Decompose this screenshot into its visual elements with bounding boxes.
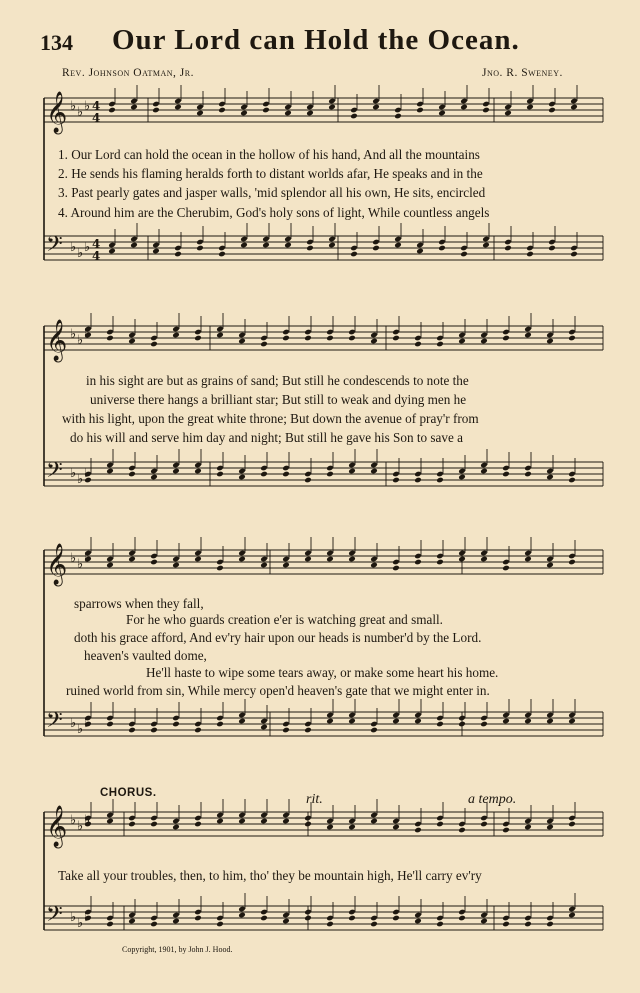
notehead [282, 335, 290, 342]
flat-icon: ♭ [84, 813, 91, 828]
flat-icon: ♭ [77, 333, 84, 348]
notehead [546, 824, 554, 831]
notehead [128, 338, 136, 345]
notehead [260, 341, 268, 348]
notehead [546, 718, 554, 725]
lyricist-credit: Rev. Johnson Oatman, Jr. [62, 67, 194, 79]
notehead [106, 562, 114, 569]
notehead [130, 242, 138, 249]
notehead [502, 718, 510, 725]
time-signature-bottom: 4 [92, 249, 101, 263]
notehead [174, 251, 182, 258]
notehead [240, 110, 248, 117]
notehead [436, 721, 444, 728]
notehead [218, 251, 226, 258]
flat-icon: ♭ [84, 716, 91, 731]
notehead [326, 556, 334, 563]
notehead [370, 921, 378, 928]
notehead [108, 248, 116, 255]
verse-2-line-3: doth his grace afford, And ev'ry hair upon our heads is number'd by the Lord. [74, 630, 482, 645]
bass-clef-icon: 𝄢 [46, 458, 63, 488]
notehead [218, 107, 226, 114]
notehead [502, 827, 510, 834]
notehead [128, 556, 136, 563]
notehead [570, 251, 578, 258]
flat-icon: ♭ [84, 327, 91, 342]
notehead [458, 915, 466, 922]
notehead [284, 242, 292, 249]
notehead [304, 335, 312, 342]
composer-credit: Jno. R. Sweney. [482, 67, 563, 79]
notehead [260, 915, 268, 922]
notehead [502, 471, 510, 478]
notehead [394, 242, 402, 249]
notehead [238, 338, 246, 345]
notehead [416, 107, 424, 114]
notehead [392, 824, 400, 831]
flat-icon: ♭ [70, 910, 77, 925]
verse-1-line-3b: For he who guards creation e'er is watching great and small. [126, 612, 443, 627]
notehead [370, 727, 378, 734]
notehead [216, 921, 224, 928]
notehead [172, 824, 180, 831]
notehead [194, 468, 202, 475]
time-signature-top: 4 [92, 237, 101, 251]
notehead [240, 242, 248, 249]
notehead [326, 921, 334, 928]
notehead [282, 562, 290, 569]
treble-clef-icon: 𝄞 [46, 806, 68, 847]
notehead [328, 242, 336, 249]
notehead [262, 107, 270, 114]
flat-icon: ♭ [70, 327, 77, 342]
notehead [106, 921, 114, 928]
notehead [282, 727, 290, 734]
notehead [392, 335, 400, 342]
notehead [568, 821, 576, 828]
notehead [370, 468, 378, 475]
notehead [458, 338, 466, 345]
notehead [524, 332, 532, 339]
flat-icon: ♭ [70, 240, 77, 255]
notehead [304, 477, 312, 484]
notehead [216, 818, 224, 825]
notehead [416, 248, 424, 255]
notehead [216, 721, 224, 728]
treble-clef-icon: 𝄞 [46, 320, 68, 361]
notehead [304, 821, 312, 828]
flat-icon: ♭ [70, 99, 77, 114]
notehead [262, 242, 270, 249]
notehead [568, 335, 576, 342]
notehead [238, 556, 246, 563]
verse-3-line-1: 3. Past pearly gates and jasper walls, 'mid splendor all his own, He sits, encircled [58, 185, 486, 200]
notehead [130, 104, 138, 111]
notehead [568, 912, 576, 919]
notehead [458, 474, 466, 481]
flat-icon: ♭ [70, 551, 77, 566]
notehead [568, 559, 576, 566]
notehead [150, 341, 158, 348]
notehead [106, 335, 114, 342]
notehead [150, 474, 158, 481]
notehead [480, 918, 488, 925]
time-signature-bottom: 4 [92, 111, 101, 125]
notehead [106, 721, 114, 728]
notehead [482, 107, 490, 114]
treble-clef-icon: 𝄞 [46, 92, 68, 133]
a-tempo-mark: a tempo. [468, 792, 517, 807]
notehead [526, 104, 534, 111]
notehead [546, 921, 554, 928]
verse-1-line-2: in his sight are but as grains of sand; But still he condescends to note the [86, 373, 469, 388]
notehead [524, 718, 532, 725]
hymn-title: Our Lord can Hold the Ocean. [112, 24, 520, 56]
notehead [524, 824, 532, 831]
notehead [458, 721, 466, 728]
notehead [348, 718, 356, 725]
flat-icon: ♭ [77, 246, 84, 261]
notehead [128, 471, 136, 478]
notehead [172, 332, 180, 339]
notehead [436, 341, 444, 348]
notehead [568, 477, 576, 484]
notehead [414, 341, 422, 348]
verse-3-line-2: with his light, upon the great white throne; But down the avenue of pray'r from [62, 411, 479, 426]
notehead [394, 113, 402, 120]
notehead [196, 110, 204, 117]
notehead [106, 818, 114, 825]
notehead [568, 718, 576, 725]
notehead [370, 818, 378, 825]
notehead [348, 556, 356, 563]
notehead [238, 718, 246, 725]
notehead [194, 727, 202, 734]
notehead [460, 104, 468, 111]
notehead [414, 477, 422, 484]
notehead [128, 821, 136, 828]
notehead [548, 245, 556, 252]
notehead [172, 918, 180, 925]
notehead [392, 477, 400, 484]
notehead [546, 338, 554, 345]
notehead [304, 915, 312, 922]
flat-icon: ♭ [84, 240, 91, 255]
flat-icon: ♭ [84, 910, 91, 925]
notehead [172, 468, 180, 475]
bass-clef-icon: 𝄢 [46, 708, 63, 738]
flat-icon: ♭ [77, 557, 84, 572]
notehead [174, 104, 182, 111]
notehead [306, 110, 314, 117]
treble-clef-icon: 𝄞 [46, 544, 68, 585]
verse-4-line-2: do his will and serve him day and night; But still he gave his Son to save a [70, 430, 464, 445]
notehead [480, 721, 488, 728]
notehead [480, 821, 488, 828]
notehead [238, 818, 246, 825]
notehead [238, 474, 246, 481]
notehead [172, 562, 180, 569]
notehead [304, 556, 312, 563]
notehead [128, 727, 136, 734]
notehead [216, 471, 224, 478]
notehead [436, 559, 444, 566]
notehead [458, 827, 466, 834]
staves [44, 98, 603, 930]
notehead [482, 242, 490, 249]
notehead [106, 468, 114, 475]
flat-icon: ♭ [77, 819, 84, 834]
chorus-label: CHORUS. [100, 787, 157, 799]
notehead [216, 565, 224, 572]
notehead [326, 335, 334, 342]
notehead [282, 471, 290, 478]
notehead [152, 107, 160, 114]
notehead [172, 721, 180, 728]
notehead [326, 718, 334, 725]
notehead [348, 335, 356, 342]
notehead [306, 245, 314, 252]
notehead [150, 727, 158, 734]
notehead [350, 251, 358, 258]
notehead [282, 818, 290, 825]
notehead [196, 245, 204, 252]
verse-1-line-3a: sparrows when they fall, [74, 596, 204, 611]
notehead [504, 110, 512, 117]
notehead [260, 724, 268, 731]
notehead [216, 332, 224, 339]
flat-icon: ♭ [84, 466, 91, 481]
notehead [194, 335, 202, 342]
notehead [480, 468, 488, 475]
notehead [370, 338, 378, 345]
chorus-lyric-line: Take all your troubles, then, to him, tho' they be mountain high, He'll carry ev'ry [58, 868, 482, 883]
notehead [438, 245, 446, 252]
verse-1-line-1: 1. Our Lord can hold the ocean in the hollow of his hand, And all the mountains [58, 147, 480, 162]
notehead [436, 821, 444, 828]
notehead [350, 113, 358, 120]
notehead [504, 245, 512, 252]
notehead [570, 104, 578, 111]
flat-icon: ♭ [77, 916, 84, 931]
verse-2-line-2: universe there hangs a brilliant star; But still to weak and dying men he [90, 392, 467, 407]
notehead [546, 562, 554, 569]
notehead [546, 474, 554, 481]
notehead [284, 110, 292, 117]
notehead [480, 556, 488, 563]
flat-icon: ♭ [70, 716, 77, 731]
notehead [304, 727, 312, 734]
notehead [436, 477, 444, 484]
bass-clef-icon: 𝄢 [46, 902, 63, 932]
time-signature-top: 4 [92, 99, 101, 113]
notehead [414, 827, 422, 834]
notehead [480, 338, 488, 345]
flat-icon: ♭ [77, 472, 84, 487]
notehead [372, 104, 380, 111]
notehead [238, 912, 246, 919]
notehead [150, 821, 158, 828]
notehead [502, 921, 510, 928]
flat-icon: ♭ [84, 99, 91, 114]
flat-icon: ♭ [84, 551, 91, 566]
copyright-notice: Copyright, 1901, by John J. Hood. [122, 945, 233, 954]
notehead [524, 556, 532, 563]
notehead [348, 824, 356, 831]
notehead [152, 248, 160, 255]
ritardando-mark: rit. [306, 792, 323, 807]
verse-2-line-1: 2. He sends his flaming heralds forth to distant worlds afar, He speaks and in the [58, 166, 483, 181]
notehead [372, 245, 380, 252]
notehead [194, 556, 202, 563]
notehead [260, 562, 268, 569]
notehead [328, 104, 336, 111]
verse-3-line-3a: heaven's vaulted dome, [84, 648, 207, 663]
flat-icon: ♭ [77, 722, 84, 737]
notehead [414, 559, 422, 566]
notehead [524, 921, 532, 928]
notehead [502, 335, 510, 342]
notehead [458, 556, 466, 563]
notehead [414, 718, 422, 725]
page-number: 134 [40, 30, 73, 55]
notehead [108, 107, 116, 114]
notehead [348, 468, 356, 475]
notehead [392, 565, 400, 572]
notehead [348, 915, 356, 922]
notehead [392, 718, 400, 725]
notehead [194, 821, 202, 828]
notehead [436, 921, 444, 928]
notehead [526, 251, 534, 258]
notehead [438, 110, 446, 117]
notehead [260, 471, 268, 478]
notehead [502, 565, 510, 572]
flat-icon: ♭ [77, 105, 84, 120]
verse-4-line-3: ruined world from sin, While mercy open'd heaven's gate that we might enter in. [66, 683, 490, 698]
notehead [414, 918, 422, 925]
notehead [370, 562, 378, 569]
flat-icon: ♭ [70, 813, 77, 828]
notehead [460, 251, 468, 258]
notehead [150, 559, 158, 566]
verse-4-line-1: 4. Around him are the Cherubim, God's holy sons of light, While countless angels [58, 205, 490, 220]
notehead [282, 918, 290, 925]
bass-clef-icon: 𝄢 [46, 232, 63, 262]
notehead [128, 918, 136, 925]
verse-3-line-3b: He'll haste to wipe some tears away, or make some heart his home. [146, 665, 499, 680]
notehead [524, 471, 532, 478]
notehead [260, 818, 268, 825]
flat-icon: ♭ [70, 466, 77, 481]
notehead [326, 471, 334, 478]
notehead [150, 921, 158, 928]
notehead [392, 915, 400, 922]
notehead [194, 915, 202, 922]
notehead [326, 824, 334, 831]
notehead [548, 107, 556, 114]
